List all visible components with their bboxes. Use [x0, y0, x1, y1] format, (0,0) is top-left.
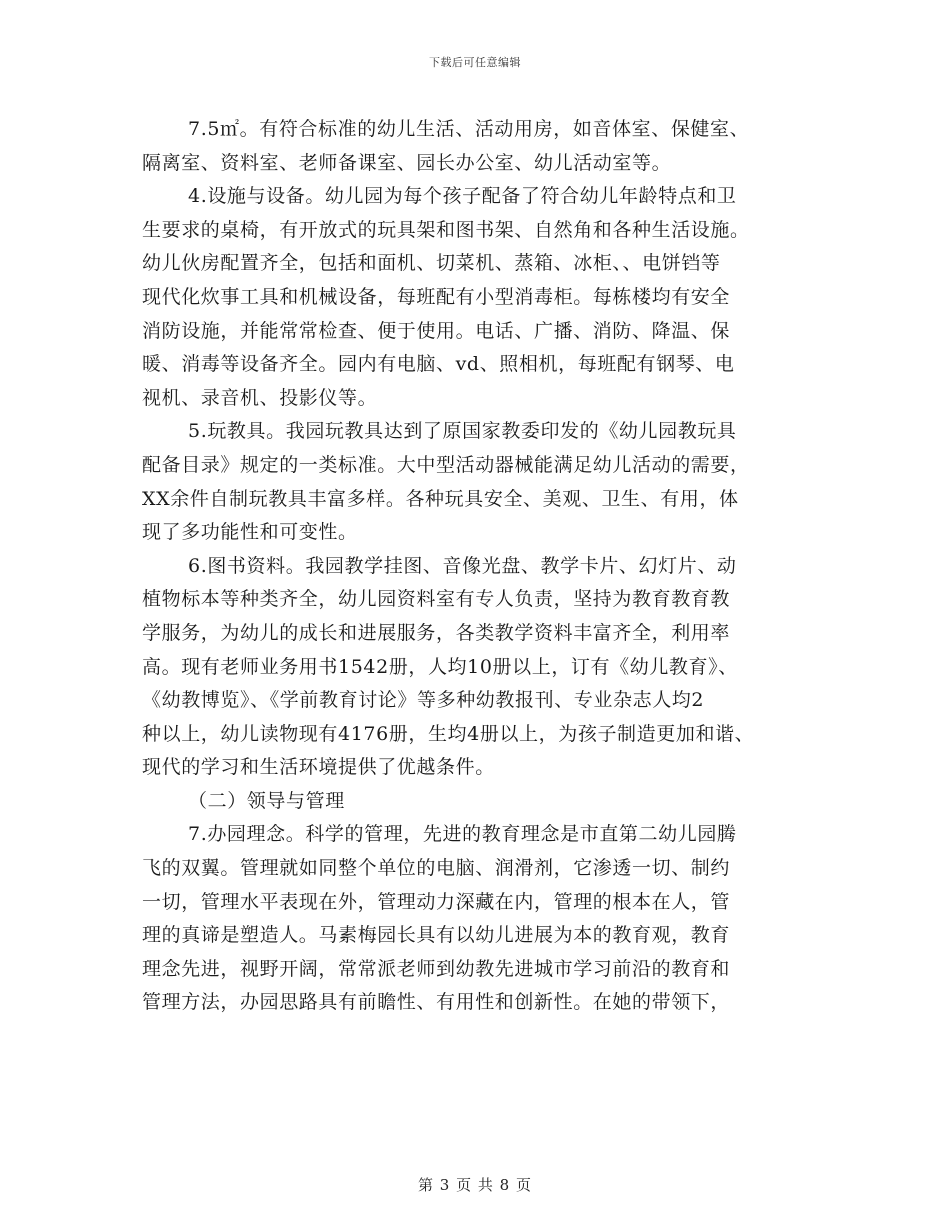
text-line: 学服务，为幼儿的成长和进展服务，各类教学资料丰富齐全，利用率: [142, 621, 731, 644]
text-line: 现代的学习和生活环境提供了优越条件。: [142, 756, 495, 779]
text-line: 种以上，幼儿读物现有4176册，生均4册以上，为孩子制造更加和谐、: [142, 722, 755, 745]
text-line: 理的真谛是塑造人。马素梅园长具有以幼儿进展为本的教育观，教育: [142, 924, 731, 947]
section-heading: （二）领导与管理: [188, 789, 345, 812]
text-line: 飞的双翼。管理就如同整个单位的电脑、润滑剂，它渗透一切、制约: [142, 857, 731, 880]
text-line: 6.图书资料。我园教学挂图、音像光盘、教学卡片、幻灯片、动: [188, 554, 737, 577]
text-line: 《幼教博览》、《学前教育讨论》等多种幼教报刊、专业杂志人均2: [142, 689, 705, 712]
text-line: 7.办园理念。科学的管理，先进的教育理念是市直第二幼儿园腾: [188, 823, 737, 846]
text-line: 配备目录》规定的一类标准。大中型活动器械能满足幼儿活动的需要，: [142, 453, 750, 476]
text-line: 理念先进，视野开阔，常常派老师到幼教先进城市学习前沿的教育和: [142, 957, 731, 980]
text-line: 生要求的桌椅，有开放式的玩具架和图书架、自然角和各种生活设施。: [142, 218, 750, 241]
page-header: 下载后可任意编辑: [429, 56, 521, 69]
text-line: 7.5㎡。有符合标准的幼儿生活、活动用房，如音体室、保健室、: [188, 118, 750, 140]
text-line: XX余件自制玩教具丰富多样。各种玩具安全、美观、卫生、有用，体: [142, 487, 739, 510]
text-line: 现了多功能性和可变性。: [142, 521, 358, 544]
text-line: 管理方法，办园思路具有前瞻性、有用性和创新性。在她的带领下，: [142, 991, 731, 1014]
text-line: 幼儿伙房配置齐全，包括和面机、切菜机、蒸箱、冰柜、、电饼铛等: [142, 252, 721, 275]
text-line: 隔离室、资料室、老师备课室、园长办公室、幼儿活动室等。: [142, 151, 672, 174]
text-line: 5.玩教具。我园玩教具达到了原国家教委印发的《幼儿园教玩具: [188, 420, 737, 443]
text-line: 高。现有老师业务用书1542册，人均10册以上，订有《幼儿教育》、: [142, 655, 738, 678]
page-number-footer: 第 3 页 共 8 页: [418, 1176, 532, 1194]
text-line: 暖、消毒等设备齐全。园内有电脑、vd、照相机，每班配有钢琴、电: [142, 353, 735, 376]
text-line: 视机、录音机、投影仪等。: [142, 386, 378, 409]
text-line: 一切，管理水平表现在外，管理动力深藏在内，管理的根本在人，管: [142, 890, 731, 913]
text-line: 植物标本等种类齐全，幼儿园资料室有专人负责，坚持为教育教育教: [142, 588, 731, 611]
text-line: 消防设施，并能常常检查、便于使用。电话、广播、消防、降温、保: [142, 319, 731, 342]
body-text: [142, 113, 814, 1020]
text-line: 4.设施与设备。幼儿园为每个孩子配备了符合幼儿年龄特点和卫: [188, 185, 737, 208]
text-line: 现代化炊事工具和机械设备，每班配有小型消毒柜。每栋楼均有安全: [142, 285, 731, 308]
